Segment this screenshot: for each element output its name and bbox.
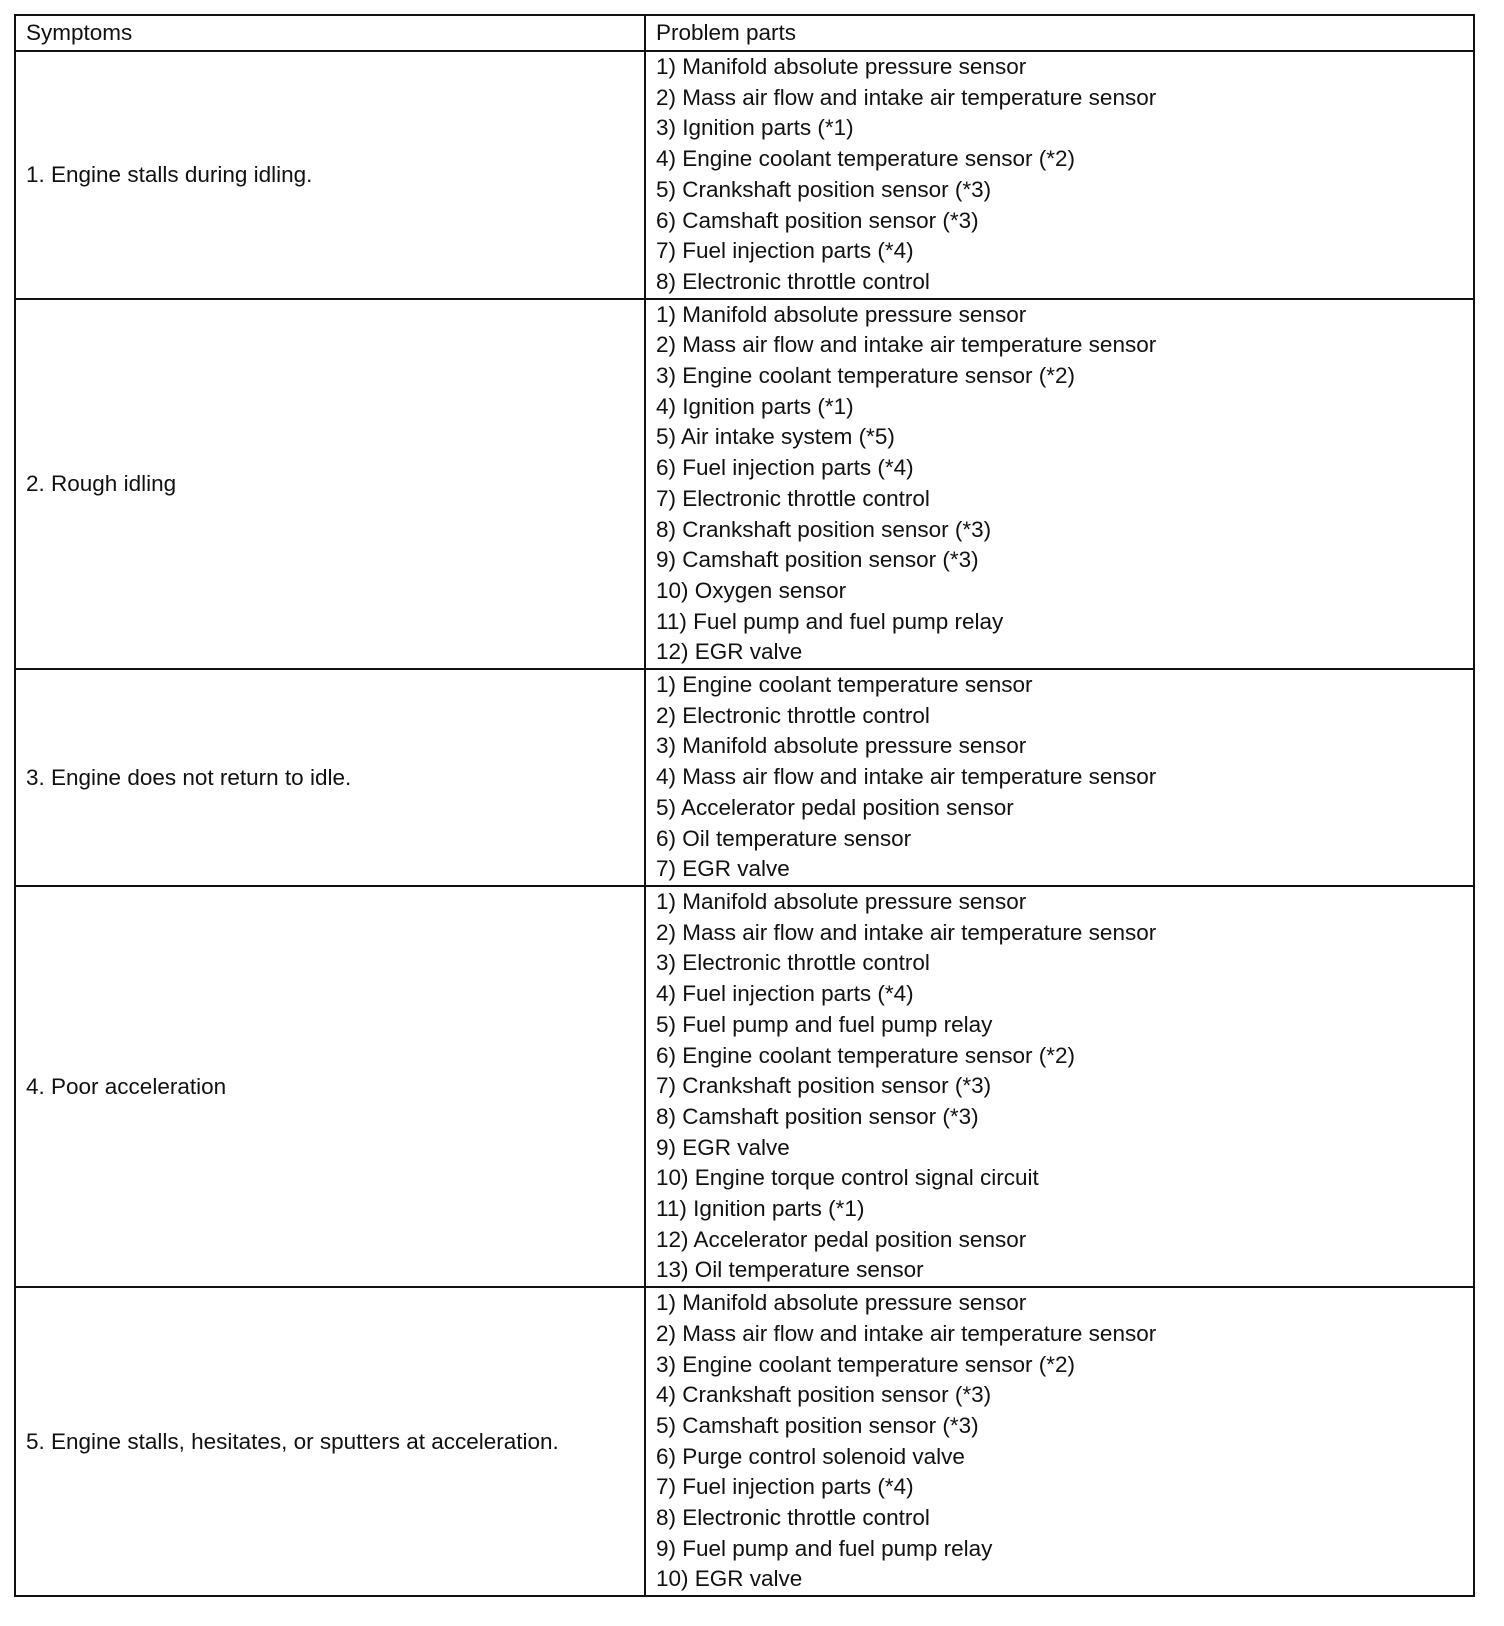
problem-parts-cell [645, 299, 1474, 669]
symptom-text: 4. Poor acceleration [26, 1073, 227, 1099]
problem-part-item: 1) Manifold absolute pressure sensor [656, 301, 1027, 327]
symptom-cell [15, 299, 645, 669]
problem-part-item: 8) Crankshaft position sensor (*3) [656, 516, 992, 542]
problem-part-item: 1) Engine coolant temperature sensor [656, 672, 1033, 698]
problem-part-item: 1) Manifold absolute pressure sensor [656, 54, 1027, 79]
problem-part-item: 9) EGR valve [656, 1134, 790, 1160]
symptom-text: 1. Engine stalls during idling. [26, 161, 313, 187]
problem-part-item: 4) Engine coolant temperature sensor (*2) [656, 146, 1075, 172]
problem-parts-cell [645, 51, 1474, 299]
problem-part-item: 7) Crankshaft position sensor (*3) [656, 1073, 992, 1099]
table-row [15, 299, 1474, 669]
problem-part-item: 9) Camshaft position sensor (*3) [656, 547, 979, 573]
problem-part-item: 12) EGR valve [656, 639, 803, 665]
problem-part-item: 5) Air intake system (*5) [656, 424, 895, 450]
problem-part-item: 2) Electronic throttle control [656, 702, 930, 728]
symptom-cell [15, 886, 645, 1287]
problem-part-item: 9) Fuel pump and fuel pump relay [656, 1535, 993, 1561]
symptom-cell [15, 1287, 645, 1596]
problem-part-item: 2) Mass air flow and intake air temperature sensor [656, 84, 1157, 110]
symptoms-table [14, 14, 1475, 1597]
symptom-text: 2. Rough idling [26, 470, 177, 496]
problem-parts-cell [645, 669, 1474, 886]
problem-part-item: 10) Oxygen sensor [656, 577, 847, 603]
problem-part-item: 11) Fuel pump and fuel pump relay [656, 608, 1004, 634]
table-row [15, 51, 1474, 299]
table-row [15, 1287, 1474, 1596]
problem-part-item: 7) Fuel injection parts (*4) [656, 1474, 914, 1500]
problem-part-item: 2) Mass air flow and intake air temperature sensor [656, 1320, 1157, 1346]
table-row [15, 886, 1474, 1287]
symptoms-header: Symptoms [15, 15, 645, 51]
symptom-text: 5. Engine stalls, hesitates, or sputters at acceleration. [26, 1428, 559, 1454]
problem-part-item: 6) Purge control solenoid valve [656, 1443, 965, 1469]
problem-part-item: 7) EGR valve [656, 856, 790, 882]
problem-part-item: 12) Accelerator pedal position sensor [656, 1226, 1027, 1252]
symptom-cell [15, 51, 645, 299]
problem-part-item: 7) Fuel injection parts (*4) [656, 238, 914, 264]
problem-part-item: 1) Manifold absolute pressure sensor [656, 1290, 1027, 1316]
problem-part-item: 5) Camshaft position sensor (*3) [656, 1412, 979, 1438]
problem-part-item: 3) Ignition parts (*1) [656, 115, 854, 141]
problem-part-item: 5) Accelerator pedal position sensor [656, 794, 1014, 820]
problem-part-item: 8) Electronic throttle control [656, 1505, 930, 1531]
problem-part-item: 4) Mass air flow and intake air temperature sensor [656, 764, 1157, 790]
problem-part-item: 4) Crankshaft position sensor (*3) [656, 1382, 992, 1408]
problem-part-item: 2) Mass air flow and intake air temperature sensor [656, 919, 1157, 945]
problem-part-item: 5) Crankshaft position sensor (*3) [656, 176, 992, 202]
problem-part-item: 1) Manifold absolute pressure sensor [656, 888, 1027, 914]
problem-part-item: 3) Manifold absolute pressure sensor [656, 733, 1027, 759]
problem-part-item: 6) Camshaft position sensor (*3) [656, 207, 979, 233]
table-body [15, 51, 1474, 1596]
table-row [15, 669, 1474, 886]
problem-part-item: 8) Electronic throttle control [656, 268, 930, 294]
problem-part-item: 2) Mass air flow and intake air temperature sensor [656, 332, 1157, 358]
problem-part-item: 3) Engine coolant temperature sensor (*2) [656, 1351, 1075, 1377]
problem-part-item: 11) Ignition parts (*1) [656, 1196, 865, 1222]
header-row [15, 15, 1474, 51]
problem-part-item: 7) Electronic throttle control [656, 485, 930, 511]
problem-part-item: 3) Electronic throttle control [656, 950, 930, 976]
problem-part-item: 4) Ignition parts (*1) [656, 393, 854, 419]
problem-parts-header: Problem parts [645, 15, 1474, 51]
problem-part-item: 5) Fuel pump and fuel pump relay [656, 1011, 993, 1037]
problem-part-item: 6) Fuel injection parts (*4) [656, 455, 914, 481]
problem-part-item: 13) Oil temperature sensor [656, 1257, 924, 1283]
symptom-cell [15, 669, 645, 886]
problem-part-item: 4) Fuel injection parts (*4) [656, 981, 914, 1007]
problem-part-item: 8) Camshaft position sensor (*3) [656, 1103, 979, 1129]
problem-part-item: 10) Engine torque control signal circuit [656, 1165, 1039, 1191]
problem-part-item: 6) Oil temperature sensor [656, 825, 912, 851]
problem-part-item: 3) Engine coolant temperature sensor (*2) [656, 363, 1075, 389]
problem-part-item: 6) Engine coolant temperature sensor (*2) [656, 1042, 1075, 1068]
symptom-text: 3. Engine does not return to idle. [26, 764, 352, 790]
problem-part-item: 10) EGR valve [656, 1566, 803, 1592]
problem-parts-cell [645, 1287, 1474, 1596]
problem-parts-cell [645, 886, 1474, 1287]
